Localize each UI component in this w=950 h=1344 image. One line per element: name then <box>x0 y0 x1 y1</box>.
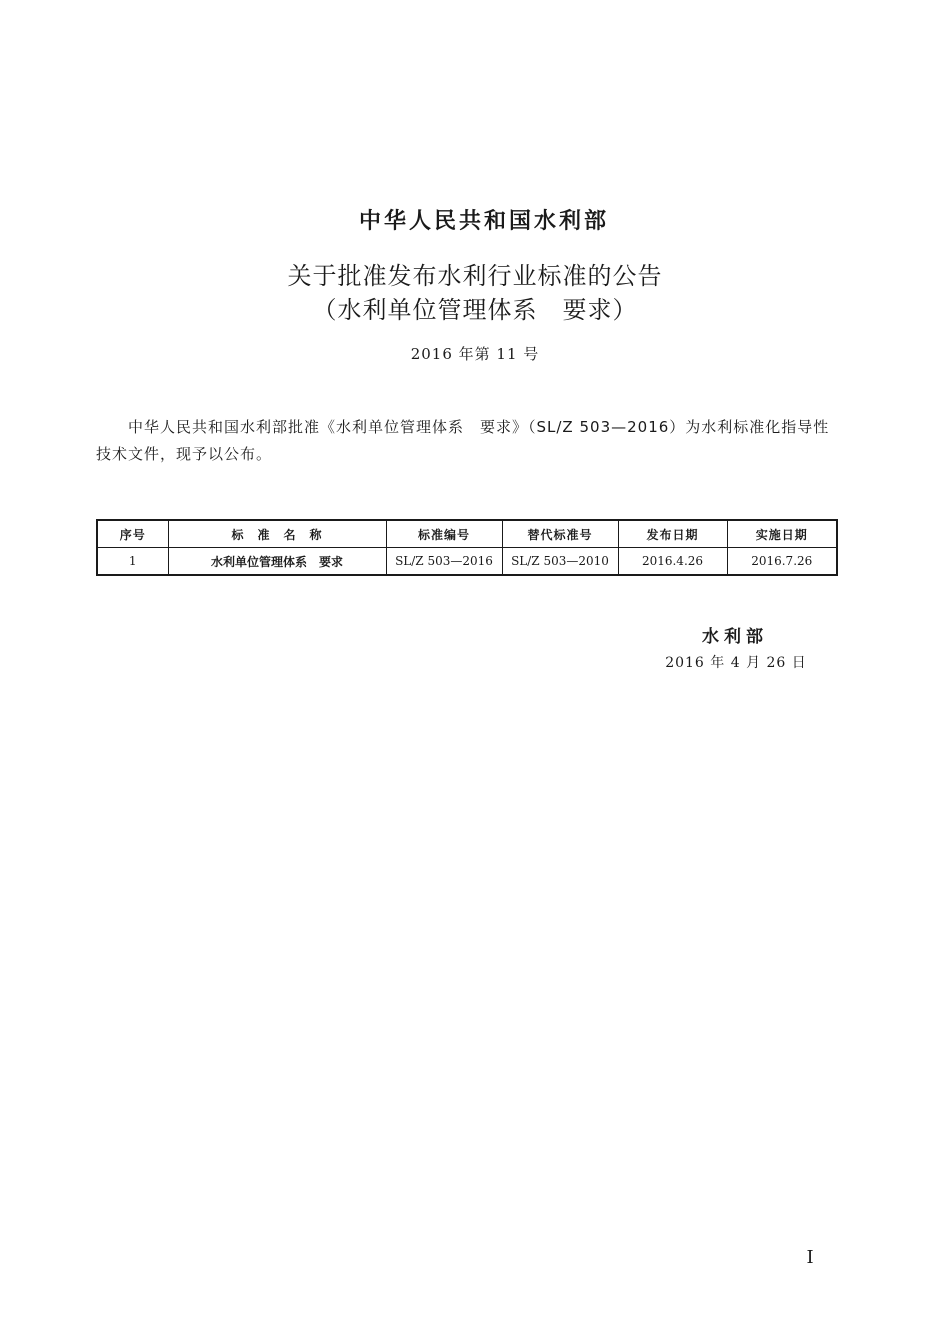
page-number: I <box>806 1247 814 1268</box>
issuer-heading: 中华人民共和国水利部 <box>358 209 609 234</box>
header-standard-name: 标 准 名 称 <box>168 520 386 548</box>
table-row <box>97 548 837 576</box>
announcement-title: 关于批准发布水利行业标准的公告 <box>287 262 663 290</box>
header-effective-date: 实施日期 <box>727 520 837 548</box>
announcement-paragraph: 中华人民共和国水利部批准《水利单位管理体系 要求》（SL/Z 503—2016）为水利标准化指导性技术文件，现予以公布。 <box>96 418 830 463</box>
signature-date: 2016 年 4 月 26 日 <box>665 655 807 671</box>
cell-standard-name: 水利单位管理体系 要求 <box>168 548 386 576</box>
cell-effective-date: 2016.7.26 <box>727 548 837 576</box>
header-replaced-number: 替代标准号 <box>502 520 618 548</box>
document-number: 2016 年第 11 号 <box>410 345 540 363</box>
header-release-date: 发布日期 <box>618 520 727 548</box>
cell-replaced-number: SL/Z 503—2010 <box>502 548 618 576</box>
header-standard-number: 标准编号 <box>386 520 502 548</box>
cell-standard-number: SL/Z 503—2016 <box>386 548 502 576</box>
header-seq: 序号 <box>97 520 168 548</box>
table-header-row <box>97 520 837 548</box>
signature-issuer: 水利部 <box>702 627 768 647</box>
standards-table <box>96 519 838 576</box>
announcement-subtitle: （水利单位管理体系 要求） <box>312 296 638 324</box>
cell-release-date: 2016.4.26 <box>618 548 727 576</box>
cell-seq: 1 <box>97 548 168 576</box>
